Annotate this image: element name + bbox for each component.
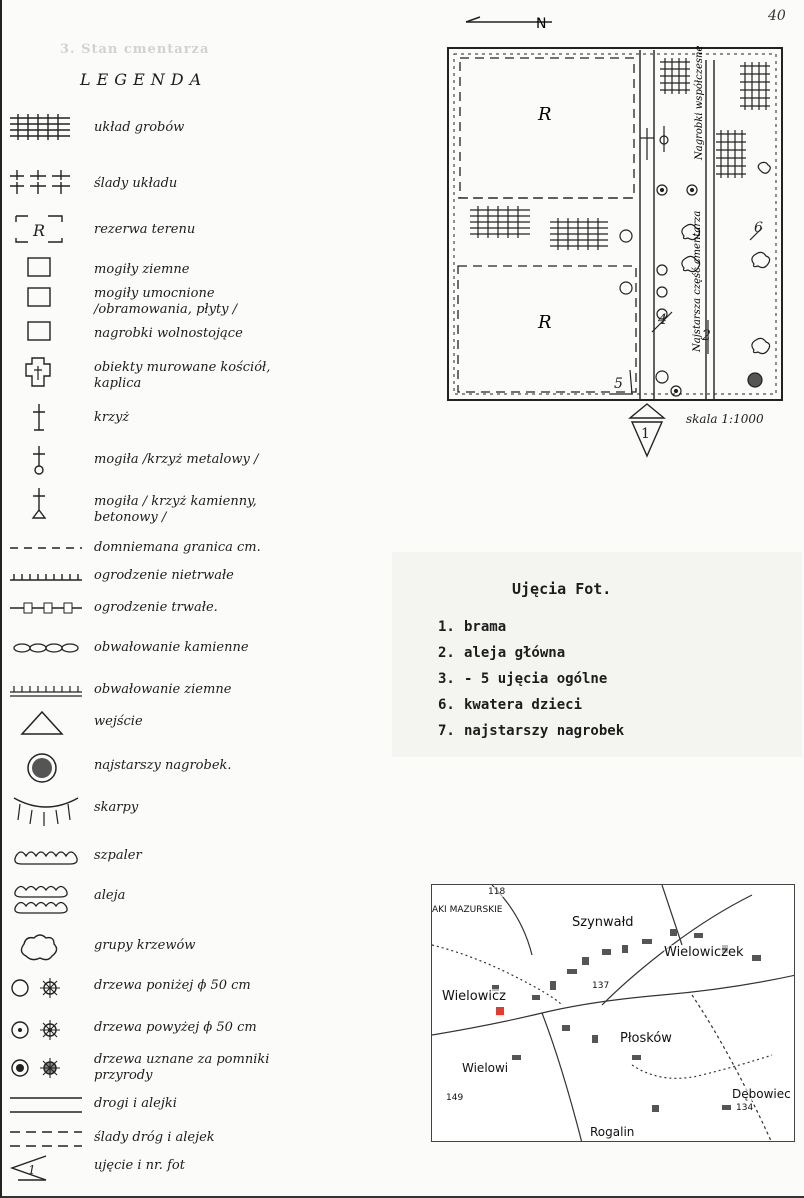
svg-text:1: 1 [28, 1163, 36, 1177]
grid-traces-icon [6, 166, 86, 206]
trees [620, 185, 762, 396]
oldest-tomb-icon [6, 748, 86, 788]
legend-label: ogrodzenie nietrwałe [94, 568, 234, 583]
legend-label: mogiła / krzyż kamienny, betonowy / [94, 494, 257, 525]
legend-item [0, 484, 360, 524]
shot-6: 6 [754, 220, 763, 236]
tombstone-icon [6, 316, 86, 356]
map-label-szynwald: Szynwałd [572, 915, 634, 930]
legend-label: mogiła /krzyż metalowy / [94, 452, 259, 467]
grave-grids [470, 58, 770, 250]
photo-list [438, 614, 624, 744]
entrance-icon [630, 404, 664, 456]
map-label-rogalin: Rogalin [590, 1125, 635, 1139]
cemetery-plan [440, 10, 790, 460]
legend-item [0, 354, 360, 394]
large-tree-icon [6, 1010, 86, 1050]
map-label-wielowi: Wielowi [462, 1061, 509, 1075]
legend-item [0, 1148, 360, 1188]
hedge-icon [6, 838, 86, 878]
reserve-label-bottom: R [538, 312, 552, 333]
location-marker [496, 1007, 504, 1015]
map-label-149: 149 [446, 1093, 464, 1103]
map-label-118: 118 [488, 887, 506, 897]
small-tree-icon [6, 968, 86, 1008]
legend-item [0, 838, 360, 878]
legend-item [0, 928, 360, 968]
modern-tombs-label: Nagrobki współczesne [694, 45, 705, 160]
legend-item [0, 878, 360, 918]
grave-grid-icon [6, 110, 86, 150]
legend-label: ogrodzenie trwałe. [94, 600, 218, 615]
map-label-134: 134 [736, 1103, 754, 1113]
legend-item [0, 704, 360, 744]
map-label-ploskow: Płosków [620, 1031, 672, 1046]
photo-item: 1. brama [438, 619, 507, 635]
shot-markers [610, 220, 763, 394]
stone-embankment-icon [6, 630, 86, 670]
shrub-group-icon [6, 928, 86, 968]
photo-list-title: Ujęcia Fot. [512, 580, 612, 598]
photo-shot-icon [6, 1148, 86, 1188]
legend-label: rezerwa terenu [94, 222, 196, 237]
oldest-part-label: Najstarsza część cmentarza [692, 210, 703, 352]
legend-label: drogi i alejki [94, 1096, 177, 1111]
north-label: N [536, 16, 547, 32]
legend-item [0, 968, 360, 1008]
legend-label: domniemana granica cm. [94, 540, 261, 555]
legend-item [0, 790, 360, 830]
photo-list-panel [392, 552, 802, 757]
map-label-aki-mazurskie: AKI MAZURSKIE [432, 905, 503, 915]
escarpment-icon [6, 790, 86, 830]
land-reserve-icon [6, 212, 86, 252]
metal-cross-icon [6, 442, 86, 482]
north-arrow-icon [466, 16, 552, 32]
map-label-debowiec: Dębowiec [732, 1087, 791, 1101]
photo-item: 3. - 5 ujęcia ogólne [438, 671, 608, 687]
legend-item [0, 1048, 360, 1088]
legend-label: obwałowanie kamienne [94, 640, 249, 655]
monument-tree-icon [6, 1048, 86, 1088]
legend-label: ślady dróg i alejek [94, 1130, 215, 1145]
map-label-wielowiczek: Wielowiczek [664, 945, 744, 960]
legend-label: nagrobki wolnostojące [94, 326, 243, 341]
legend-item [0, 166, 360, 206]
page-number: 40 [768, 8, 786, 24]
entrance-icon [6, 704, 86, 744]
legend-label: obwałowanie ziemne [94, 682, 232, 697]
shot-4: 4 [658, 312, 667, 328]
legend-label: szpaler [94, 848, 142, 863]
scale-label: skala 1:1000 [686, 412, 764, 426]
photo-item: 2. aleja główna [438, 645, 566, 661]
legend-item [0, 748, 360, 788]
photo-item: 7. najstarszy nagrobek [438, 723, 625, 739]
legend-label: drzewa powyżej ϕ 50 cm [94, 1020, 257, 1035]
faded-heading: 3. Stan cmentarza [60, 42, 210, 57]
svg-text:R: R [33, 221, 46, 240]
legend-item [0, 630, 360, 670]
legend-label: grupy krzewów [94, 938, 196, 953]
legend-label: układ grobów [94, 120, 185, 135]
shot-1: 1 [641, 426, 650, 442]
legend-item [0, 110, 360, 150]
stone-cross-icon [6, 484, 86, 524]
legend-label: mogiły umocnione /obramowania, płyty / [94, 286, 238, 317]
reserve-label-top: R [538, 104, 552, 125]
shot-2: 2 [702, 328, 711, 344]
legend-label: obiekty murowane kościół, kaplica [94, 360, 271, 391]
shot-5: 5 [614, 376, 623, 392]
legend-label: najstarszy nagrobek. [94, 758, 232, 773]
church-icon [6, 354, 86, 394]
legend-item [0, 1010, 360, 1050]
legend-label: aleja [94, 888, 126, 903]
legend-item [0, 316, 360, 356]
permanent-fence-icon [6, 590, 86, 630]
legend-label: wejście [94, 714, 143, 729]
legend-label: skarpy [94, 800, 139, 815]
legend-title: LEGENDA [80, 70, 208, 89]
legend-item [0, 590, 360, 630]
legend-label: krzyż [94, 410, 130, 425]
legend-label: drzewa uznane za pomniki przyrody [94, 1052, 270, 1083]
legend-label: ujęcie i nr. fot [94, 1158, 185, 1173]
legend-item [0, 400, 360, 440]
location-map [431, 884, 795, 1142]
map-label-wielowicz: Wielowicz [442, 989, 506, 1004]
legend-label: drzewa poniżej ϕ 50 cm [94, 978, 251, 993]
cross-icon [6, 400, 86, 440]
legend-item [0, 212, 360, 252]
map-label-137: 137 [592, 981, 610, 991]
legend-label: mogiły ziemne [94, 262, 190, 277]
avenue-icon [6, 878, 86, 918]
legend-item [0, 442, 360, 482]
legend-label: ślady układu [94, 176, 178, 191]
photo-item: 6. kwatera dzieci [438, 697, 583, 713]
